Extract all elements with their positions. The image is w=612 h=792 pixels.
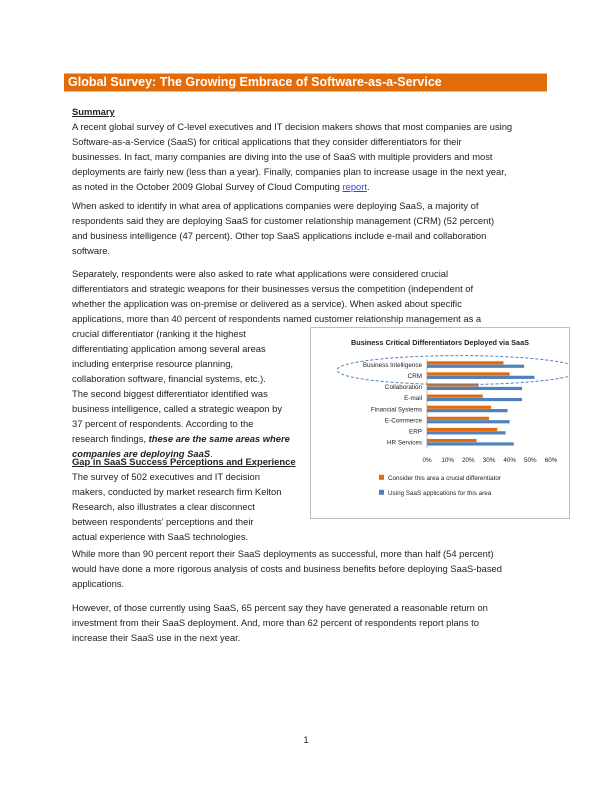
emphasis-text: these are the same areas where: [148, 433, 290, 444]
legend-swatch-using-saas: [379, 490, 384, 495]
paragraph-line: applications, more than 40 percent of respondents named customer relationship management as a: [72, 313, 482, 324]
bar-using-saas: [427, 409, 508, 412]
paragraph-6: [72, 600, 488, 645]
bar-using-saas: [427, 420, 510, 423]
gap-heading: Gap in SaaS Success Perceptions and Experience: [72, 456, 296, 467]
paragraph-line: While more than 90 percent report their SaaS deployments as successful, more than half (54 percent): [72, 548, 494, 559]
summary-line-suffix: .: [366, 181, 370, 192]
chart-title: Business Critical Differentiators Deployed via SaaS: [350, 338, 530, 347]
bar-using-saas: [427, 365, 524, 368]
bar-using-saas: [427, 398, 522, 401]
paragraph-line: When asked to identify in what area of applications companies were deploying SaaS, a majority of: [72, 200, 479, 211]
category-label: Financial Systems: [370, 406, 422, 414]
gap-line: makers, conducted by market research firm Kelton: [72, 486, 282, 497]
emph-prefix: research findings,: [72, 433, 149, 444]
summary-line: A recent global survey of C-level executives and IT decision makers shows that most companies are using: [72, 121, 513, 132]
paragraph-line: The second biggest differentiator identified was: [72, 388, 268, 399]
highlight-ellipse: [337, 356, 569, 385]
paragraph-line: and business intelligence (47 percent). Other top SaaS applications include e-mail and collaboration: [72, 230, 487, 241]
bar-using-saas: [427, 431, 506, 434]
bar-differentiator: [427, 406, 491, 409]
page-title: Global Survey: The Growing Embrace of Software-as-a-Service: [68, 75, 442, 89]
paragraph-line: crucial differentiator (ranking it the highest: [72, 328, 246, 339]
summary-line: Software-as-a-Service (SaaS) for critical applications that they consider differentiators for their: [72, 136, 462, 147]
summary-line-prefix: as noted in the October 2009 Global Survey of Cloud Computing: [72, 181, 343, 192]
bar-differentiator: [427, 417, 489, 420]
paragraph-line: differentiating application among several areas: [72, 343, 266, 354]
summary-line: deployments are fairly new (less than a year). Finally, companies plan to increase usage in the next year,: [72, 166, 507, 177]
paragraph-line: differentiators and strategic weapons for their businesses versus the competition (independent of: [72, 283, 474, 294]
gap-line: actual experience with SaaS technologies.: [72, 531, 249, 542]
emph-suffix: .: [210, 448, 213, 459]
title-banner: [64, 73, 547, 92]
paragraph-line: collaboration software, financial systems, etc.).: [72, 373, 266, 384]
paragraph-line: 37 percent of respondents. According to the: [72, 418, 254, 429]
category-label: E-Commerce: [384, 417, 422, 425]
chart-svg: [311, 328, 569, 518]
paragraph-2: [72, 198, 494, 258]
gap-line: Research, also illustrates a clear disconnect: [72, 501, 255, 512]
gap-line: The survey of 502 executives and IT decision: [72, 471, 260, 482]
paragraph-line: software.: [72, 245, 111, 256]
paragraph-5: [72, 546, 502, 591]
category-label: E-mail: [404, 395, 422, 403]
emphasis-text: companies are deploying SaaS: [72, 448, 211, 459]
paragraph-line: Separately, respondents were also asked to rate what applications were considered crucial: [72, 268, 449, 279]
category-label: Business Intelligence: [362, 361, 422, 369]
paragraph-line: However, of those currently using SaaS, 65 percent say they have generated a reasonable return on: [72, 602, 488, 613]
category-label: HR Services: [387, 439, 422, 447]
paragraph-line: business intelligence, called a strategic weapon by: [72, 403, 283, 414]
x-tick-label: 40%: [503, 456, 516, 464]
x-tick-label: 10%: [441, 456, 454, 464]
legend-label: Consider this area a crucial differentiator: [388, 474, 501, 482]
x-tick-label: 0%: [422, 456, 432, 464]
page-number: 1: [303, 735, 309, 746]
category-label: CRM: [407, 372, 422, 380]
x-tick-label: 60%: [544, 456, 558, 464]
x-tick-label: 30%: [482, 456, 496, 464]
bar-differentiator: [427, 428, 497, 431]
bar-chart: [310, 327, 570, 519]
bar-using-saas: [427, 442, 514, 445]
gap-line: between respondents’ perceptions and their: [72, 516, 254, 527]
report-link[interactable]: report: [342, 181, 367, 192]
paragraph-line: whether the application was on-premise or delivered as a service). When asked about specific: [72, 298, 462, 309]
category-label: ERP: [409, 428, 422, 436]
legend-label: Using SaaS applications for this area: [388, 489, 492, 497]
paragraph-line: respondents said they are deploying SaaS for customer relationship management (CRM) (52 percent): [72, 215, 495, 226]
bar-differentiator: [427, 361, 503, 364]
paragraph-line: would have done a more rigorous analysis of costs and business benefits before deploying SaaS-based: [72, 563, 502, 574]
gap-section: [72, 454, 296, 544]
bar-differentiator: [427, 395, 483, 398]
summary-heading: Summary: [72, 106, 115, 117]
bar-using-saas: [427, 376, 534, 379]
x-tick-label: 50%: [524, 456, 537, 464]
summary-line: businesses. In fact, many companies are diving into the use of SaaS with multiple providers and most: [72, 151, 493, 162]
bar-differentiator: [427, 372, 510, 375]
legend-swatch-differentiator: [379, 475, 384, 480]
paragraph-line: including enterprise resource planning,: [72, 358, 234, 369]
category-label: Collaboration: [384, 384, 422, 392]
summary-section: [72, 104, 512, 194]
x-tick-label: 20%: [462, 456, 475, 464]
paragraph-line: investment from their SaaS deployment. And, more than 62 percent of respondents report plans to: [72, 617, 480, 628]
bar-differentiator: [427, 439, 477, 442]
paragraph-line: increase their SaaS use in the next year.: [72, 632, 241, 643]
bar-using-saas: [427, 387, 522, 390]
paragraph-line: applications.: [72, 578, 125, 589]
summary-line: [72, 179, 512, 194]
